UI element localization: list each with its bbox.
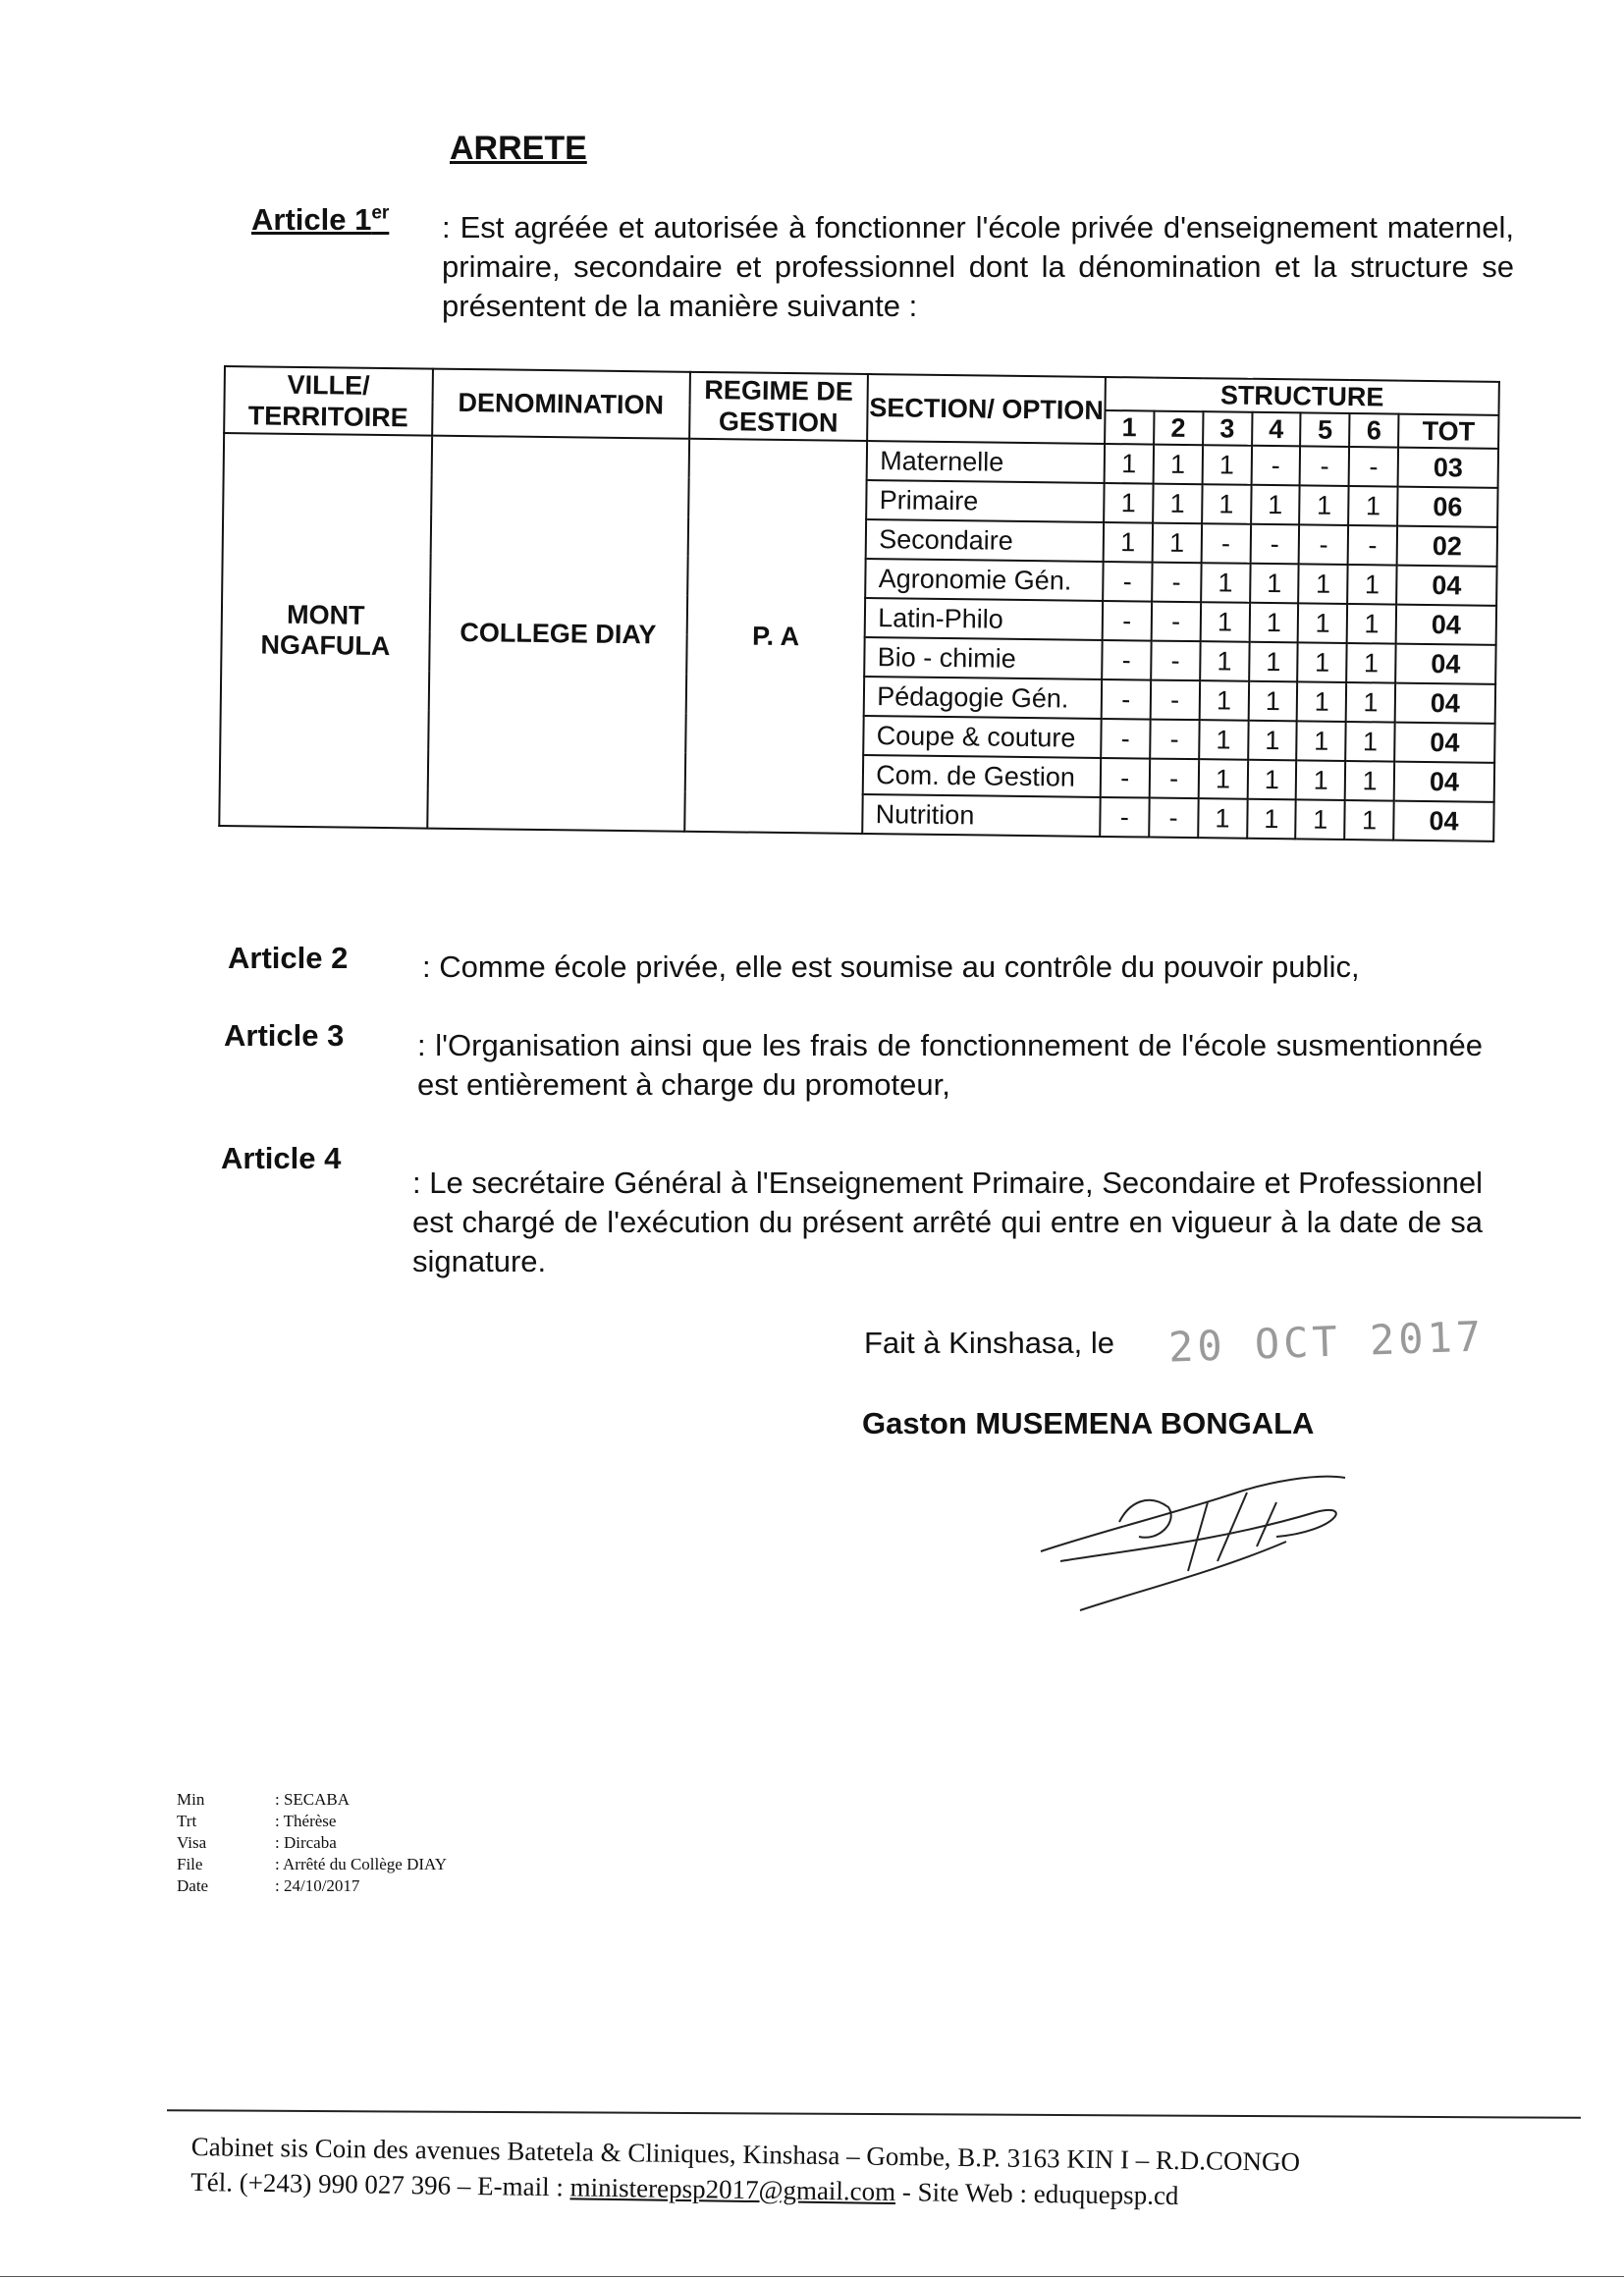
signer-name: Gaston MUSEMENA BONGALA: [862, 1406, 1315, 1440]
cell-value: -: [1151, 641, 1200, 681]
cell-total: 04: [1394, 762, 1494, 802]
header-structure: STRUCTURE: [1105, 377, 1498, 415]
cell-value: 1: [1198, 759, 1247, 799]
cell-value: -: [1103, 601, 1152, 641]
cell-total: 02: [1397, 526, 1497, 567]
cell-value: -: [1102, 640, 1151, 680]
cell-value: -: [1149, 759, 1198, 799]
header-col-2: 2: [1154, 411, 1203, 446]
cell-value: -: [1101, 758, 1150, 798]
header-col-tot: TOT: [1398, 414, 1498, 449]
cell-section: Maternelle: [867, 441, 1105, 483]
meta-value: : 24/10/2017: [275, 1876, 360, 1895]
meta-block: [177, 1789, 447, 1897]
table-header-row: [225, 366, 1499, 415]
cell-value: 1: [1251, 485, 1300, 525]
footer-divider: [167, 2109, 1581, 2119]
article-1-label: [251, 202, 389, 238]
footer-web: - Site Web : eduquepsp.cd: [894, 2177, 1179, 2211]
article-4-label: Article 4: [221, 1141, 342, 1175]
article-1-label-sup: er: [371, 202, 390, 224]
cell-value: -: [1349, 447, 1398, 487]
meta-value: : Thérèse: [275, 1812, 337, 1830]
cell-section: Latin-Philo: [865, 598, 1103, 640]
cell-value: 1: [1297, 721, 1346, 761]
cell-total: 04: [1393, 801, 1493, 841]
cell-section: Secondaire: [866, 519, 1104, 562]
meta-row: [177, 1811, 447, 1832]
cell-total: 04: [1396, 605, 1496, 645]
article-2-label: Article 2: [228, 941, 349, 975]
cell-value: 1: [1247, 760, 1296, 800]
article-1-label-text: Article 1: [251, 202, 372, 237]
cell-value: 1: [1247, 799, 1296, 840]
cell-value: -: [1348, 525, 1397, 566]
cell-value: 1: [1202, 484, 1251, 524]
footer-tel: Tél. (+243) 990 027 396 – E-mail :: [190, 2166, 570, 2202]
meta-row: [177, 1789, 447, 1811]
cell-value: 1: [1344, 800, 1393, 841]
cell-value: 1: [1104, 483, 1153, 523]
cell-value: 1: [1345, 722, 1394, 762]
cell-value: 1: [1202, 445, 1251, 485]
meta-row: [177, 1832, 447, 1854]
cell-value: 1: [1200, 602, 1249, 642]
cell-value: -: [1103, 562, 1152, 602]
cell-value: 1: [1297, 681, 1346, 722]
header-denomination: DENOMINATION: [432, 369, 690, 439]
header-col-6: 6: [1349, 413, 1398, 448]
cell-value: 1: [1345, 761, 1394, 801]
cell-total: 04: [1396, 566, 1496, 606]
cell-value: -: [1150, 680, 1199, 721]
cell-value: 1: [1298, 564, 1347, 604]
meta-value: : SECABA: [275, 1790, 351, 1809]
cell-section: Primaire: [866, 480, 1104, 522]
cell-value: 1: [1346, 643, 1395, 683]
document-heading: ARRETE: [450, 130, 587, 167]
cell-value: 1: [1298, 642, 1347, 682]
cell-value: -: [1151, 602, 1200, 642]
cell-section: Pédagogie Gén.: [864, 677, 1102, 719]
header-col-4: 4: [1252, 412, 1301, 447]
cell-value: -: [1299, 524, 1348, 565]
structure-table: [218, 365, 1500, 842]
meta-row: [177, 1854, 447, 1875]
cell-value: -: [1149, 798, 1198, 839]
cell-value: 1: [1105, 444, 1154, 484]
place-date-text: Fait à Kinshasa, le: [864, 1326, 1115, 1360]
cell-value: 1: [1153, 484, 1202, 524]
meta-row: [177, 1875, 447, 1897]
cell-total: 03: [1398, 448, 1498, 488]
cell-ville: MONT NGAFULA: [219, 433, 432, 829]
cell-value: 1: [1299, 485, 1348, 525]
cell-section: Com. de Gestion: [863, 755, 1101, 797]
page-bottom-rule: [0, 2276, 1624, 2277]
cell-denomination: COLLEGE DIAY: [427, 436, 689, 832]
cell-value: 1: [1296, 799, 1345, 840]
cell-total: 06: [1397, 487, 1497, 527]
cell-regime: P. A: [684, 439, 868, 834]
footer-email-link[interactable]: ministerepsp2017@gmail.com: [569, 2172, 896, 2207]
cell-value: -: [1300, 446, 1349, 486]
cell-value: 1: [1201, 563, 1250, 603]
cell-value: 1: [1298, 603, 1347, 643]
cell-section: Nutrition: [863, 794, 1101, 837]
cell-value: 1: [1248, 721, 1297, 761]
header-col-5: 5: [1300, 412, 1349, 447]
article-1-text: : Est agréée et autorisée à fonctionner l'école privée d'enseignement maternel, primaire, secondaire et professionnel dont la dénomination et la structure se présentent de la manière suivante :: [442, 210, 1514, 323]
cell-value: 1: [1199, 680, 1248, 721]
article-3-text: : l'Organisation ainsi que les frais de fonctionnement de l'école susmentionnée est entièrement à charge du promoteur,: [417, 1028, 1483, 1102]
cell-value: 1: [1249, 603, 1298, 643]
meta-key: Min: [177, 1790, 205, 1809]
cell-value: 1: [1347, 604, 1396, 644]
cell-value: 1: [1348, 486, 1397, 526]
header-col-1: 1: [1105, 410, 1154, 445]
cell-section: Bio - chimie: [865, 637, 1103, 679]
cell-value: -: [1250, 524, 1299, 565]
cell-total: 04: [1395, 683, 1495, 724]
header-ville: VILLE/ TERRITOIRE: [224, 366, 433, 436]
meta-key: Visa: [177, 1833, 207, 1852]
article-2-text: : Comme école privée, elle est soumise au contrôle du pouvoir public,: [422, 950, 1360, 984]
meta-value: : Arrêté du Collège DIAY: [275, 1855, 448, 1873]
meta-key: File: [177, 1855, 203, 1873]
cell-section: Coupe & couture: [864, 716, 1102, 758]
cell-total: 04: [1394, 723, 1494, 763]
cell-value: 1: [1249, 642, 1298, 682]
cell-value: -: [1152, 563, 1201, 603]
cell-total: 04: [1395, 644, 1495, 684]
cell-value: -: [1251, 446, 1300, 486]
date-stamp: 20 OCT 2017: [1167, 1312, 1486, 1372]
cell-value: 1: [1104, 522, 1153, 563]
cell-value: 1: [1153, 445, 1202, 485]
cell-value: -: [1150, 720, 1199, 760]
cell-section: Agronomie Gén.: [865, 559, 1103, 601]
cell-value: 1: [1200, 641, 1249, 681]
cell-value: -: [1102, 679, 1151, 720]
cell-value: -: [1101, 719, 1150, 759]
cell-value: 1: [1152, 523, 1201, 564]
cell-value: -: [1100, 797, 1149, 838]
meta-value: : Dircaba: [275, 1833, 337, 1852]
cell-value: 1: [1347, 565, 1396, 605]
header-section: SECTION/ OPTION: [867, 374, 1105, 444]
meta-key: Date: [177, 1876, 209, 1895]
article-3-label: Article 3: [224, 1018, 345, 1053]
header-regime: REGIME DE GESTION: [689, 372, 869, 441]
footer: [190, 2129, 1300, 2215]
article-4-text: : Le secrétaire Général à l'Enseignement Primaire, Secondaire et Professionnel est chargé de l'exécution du présent arrêté qui entre en vigueur à la date de sa signature.: [412, 1166, 1483, 1278]
cell-value: 1: [1198, 798, 1247, 839]
cell-value: 1: [1250, 564, 1299, 604]
cell-value: 1: [1199, 720, 1248, 760]
cell-value: 1: [1248, 681, 1297, 722]
footer-address: Cabinet sis Coin des avenues Batetela & Cliniques, Kinshasa – Gombe, B.P. 3163 KIN I – R.D.CONGO: [190, 2131, 1301, 2177]
header-col-3: 3: [1203, 411, 1252, 446]
meta-key: Trt: [177, 1812, 197, 1830]
signature-mark: [1021, 1453, 1414, 1630]
cell-value: -: [1201, 523, 1250, 564]
cell-value: 1: [1296, 760, 1345, 800]
cell-value: 1: [1346, 682, 1395, 723]
